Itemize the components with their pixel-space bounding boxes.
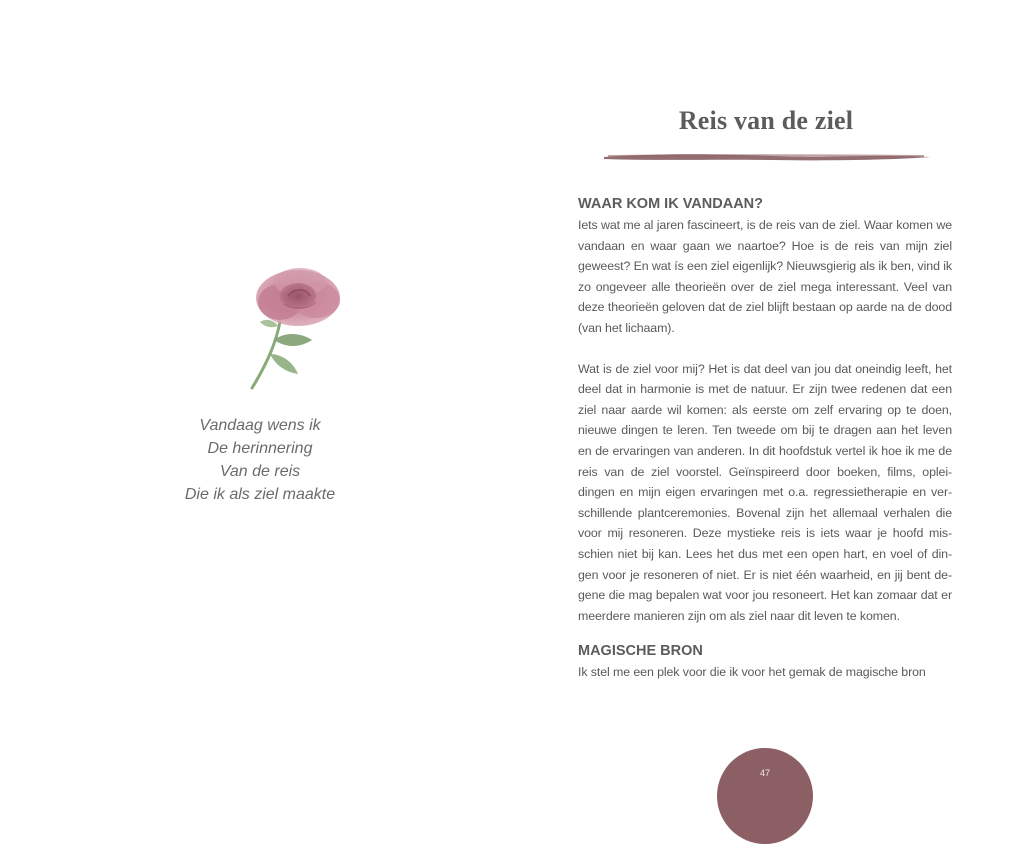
rose-illustration	[240, 262, 350, 394]
poem-line: Van de reis	[219, 463, 301, 480]
poem-line: Die ik als ziel maakte	[184, 486, 336, 503]
page-number: 47	[759, 768, 770, 778]
paragraph: Iets wat me al jaren fascineert, is de reis van de ziel. Waar komen we vandaan en waar gaan we naartoe? Hoe is de reis van mijn ziel geweest? En wat ís een ziel eigenlijk? Nieuwsgierig als ik ben, vind ik zo ongeveer alle theorieën over de ziel mega interessant. Veel van deze theorieën geloven dat de ziel blijft bestaan op aarde na de dood (van het lichaam).	[578, 218, 952, 335]
paragraph: Wat is de ziel voor mij? Het is dat deel van jou dat oneindig leeft, het deel dat in harmonie is met de natuur. Er zijn twee redenen dat een ziel naar aarde wil komen: als eerste om zelf ervaring op te doen, nieuwe dingen te leren. Ten tweede om bij te dragen aan het leven en de ervaringen van anderen. In dit hoofdstuk vertel ik hoe ik me de reis van de ziel voorstel. Geïnspireerd door boeken, films, oplei-dingen en mijn eigen ervaringen met o.a. regressietherapie en ver-schillende plantceremonies. Bovenal zijn het allemaal verhalen die voor mij resoneren. Deze mystieke reis is iets waar je hoofd mis-schien niet bij kan. Lees het dus met een open hart, en voel of din-gen voor je resoneren of niet. Er is niet één waarheid, en jij bent de-gene die mag bepalen wat voor jou resoneert. Het kan zomaar dat er meerdere manieren zijn om als ziel naar dit leven te komen.	[578, 361, 952, 623]
section-heading: WAAR KOM IK VANDAAN?	[578, 196, 763, 212]
poem-line: Vandaag wens ik	[199, 417, 321, 434]
body-column	[578, 193, 952, 683]
poem	[130, 414, 390, 506]
left-page	[0, 0, 520, 788]
page-number-tab	[717, 748, 813, 844]
section-heading: MAGISCHE BRON	[578, 643, 703, 660]
paragraph: Ik stel me een plek voor die ik voor het gemak de magische bron	[578, 665, 926, 680]
poem-line: De herinnering	[207, 440, 313, 457]
chapter-title: Reis van de ziel	[678, 106, 854, 135]
title-underline	[602, 150, 932, 164]
right-page	[520, 0, 1024, 788]
